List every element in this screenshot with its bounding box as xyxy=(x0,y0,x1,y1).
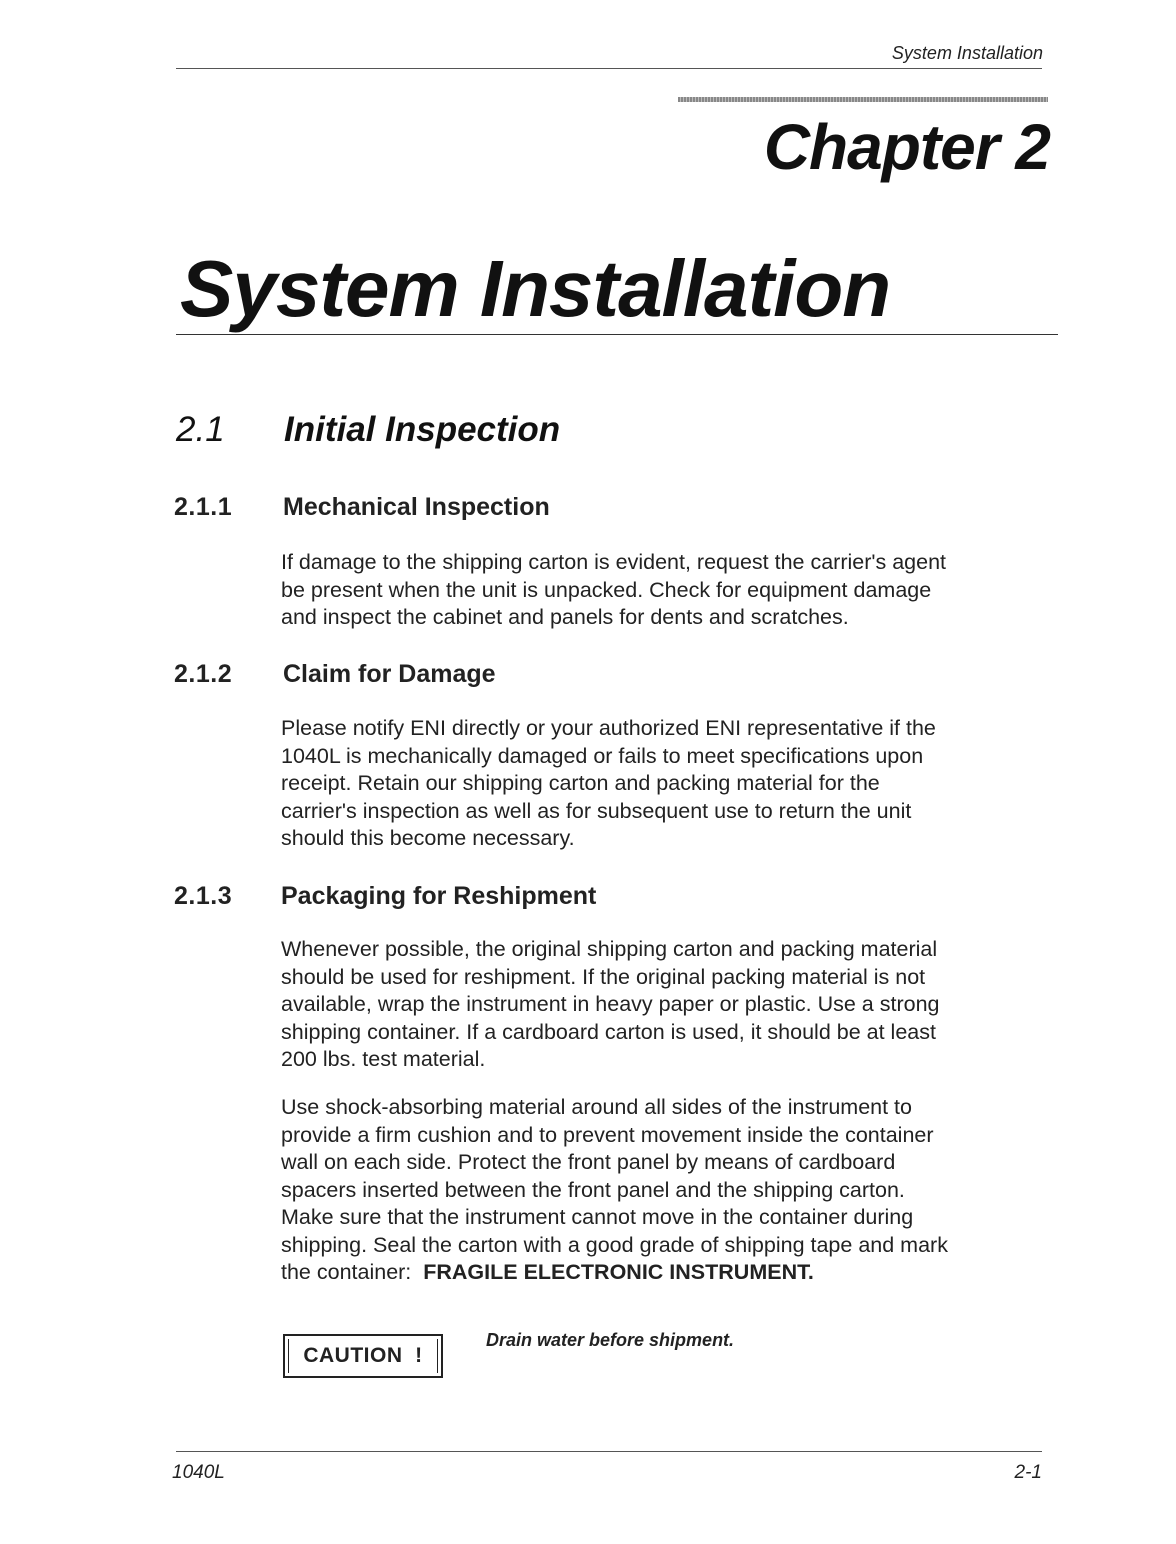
caution-note: Drain water before shipment. xyxy=(486,1330,735,1350)
text-line: 200 lbs. test material. xyxy=(281,1047,486,1071)
text-line: spacers inserted between the front panel and the shipping carton. xyxy=(281,1177,905,1202)
text-line: shipping container. If a cardboard carton is used, it should be at least xyxy=(281,1019,936,1044)
text-line: carrier's inspection as well as for subsequent use to return the unit xyxy=(281,798,912,823)
text-line: Use shock-absorbing material around all sides of the instrument to xyxy=(281,1095,912,1119)
text-fragment: the container: xyxy=(281,1260,424,1284)
text-line xyxy=(281,1259,1051,1287)
section-title: Initial Inspection xyxy=(284,410,561,449)
text-line: Make sure that the instrument cannot move in the container during xyxy=(281,1205,914,1229)
text-line: 1040L is mechanically damaged or fails to meet specifications upon xyxy=(281,743,924,768)
subsection-number: 2.1.2 xyxy=(174,660,233,688)
title-rule xyxy=(176,334,1058,335)
footer-model: 1040L xyxy=(172,1462,225,1483)
text-line: be present when the unit is unpacked. Check for equipment damage xyxy=(281,577,932,602)
text-line: should be used for reshipment. If the original packing material is not xyxy=(281,964,926,989)
text-line: and inspect the cabinet and panels for dents and scratches. xyxy=(281,605,849,629)
text-line: shipping. Seal the carton with a good grade of shipping tape and mark xyxy=(281,1232,948,1257)
caution-badge xyxy=(283,1334,443,1378)
running-header: System Installation xyxy=(891,43,1043,63)
header-rule xyxy=(176,68,1042,69)
caution-label: CAUTION ! xyxy=(303,1344,423,1367)
text-line: Whenever possible, the original shipping carton and packing material xyxy=(281,937,938,961)
chapter-label: Chapter 2 xyxy=(763,111,1050,183)
page-number: 2-1 xyxy=(1014,1462,1042,1483)
subsection-number: 2.1.1 xyxy=(174,493,233,521)
text-line: provide a firm cushion and to prevent movement inside the container xyxy=(281,1122,934,1147)
emphasis-text: FRAGILE ELECTRONIC INSTRUMENT. xyxy=(423,1260,814,1284)
page-title: System Installation xyxy=(180,244,891,333)
text-line: Please notify ENI directly or your authorized ENI representative if the xyxy=(281,716,936,740)
paragraph xyxy=(281,936,1051,1074)
text-line: wall on each side. Protect the front panel by means of cardboard xyxy=(281,1150,896,1174)
paragraph xyxy=(281,1094,1051,1287)
paragraph xyxy=(281,549,1051,632)
text-line: receipt. Retain our shipping carton and packing material for the xyxy=(281,771,880,795)
subsection-title: Packaging for Reshipment xyxy=(281,882,597,910)
text-line: available, wrap the instrument in heavy paper or plastic. Use a strong xyxy=(281,992,940,1016)
subsection-title: Claim for Damage xyxy=(283,660,496,688)
footer-rule xyxy=(176,1451,1042,1452)
section-number: 2.1 xyxy=(176,410,225,449)
text-line: should this become necessary. xyxy=(281,826,575,850)
subsection-title: Mechanical Inspection xyxy=(283,493,550,521)
chapter-rule xyxy=(678,97,1048,102)
subsection-number: 2.1.3 xyxy=(174,882,233,910)
paragraph xyxy=(281,715,1051,853)
text-line: If damage to the shipping carton is evident, request the carrier's agent xyxy=(281,550,947,574)
